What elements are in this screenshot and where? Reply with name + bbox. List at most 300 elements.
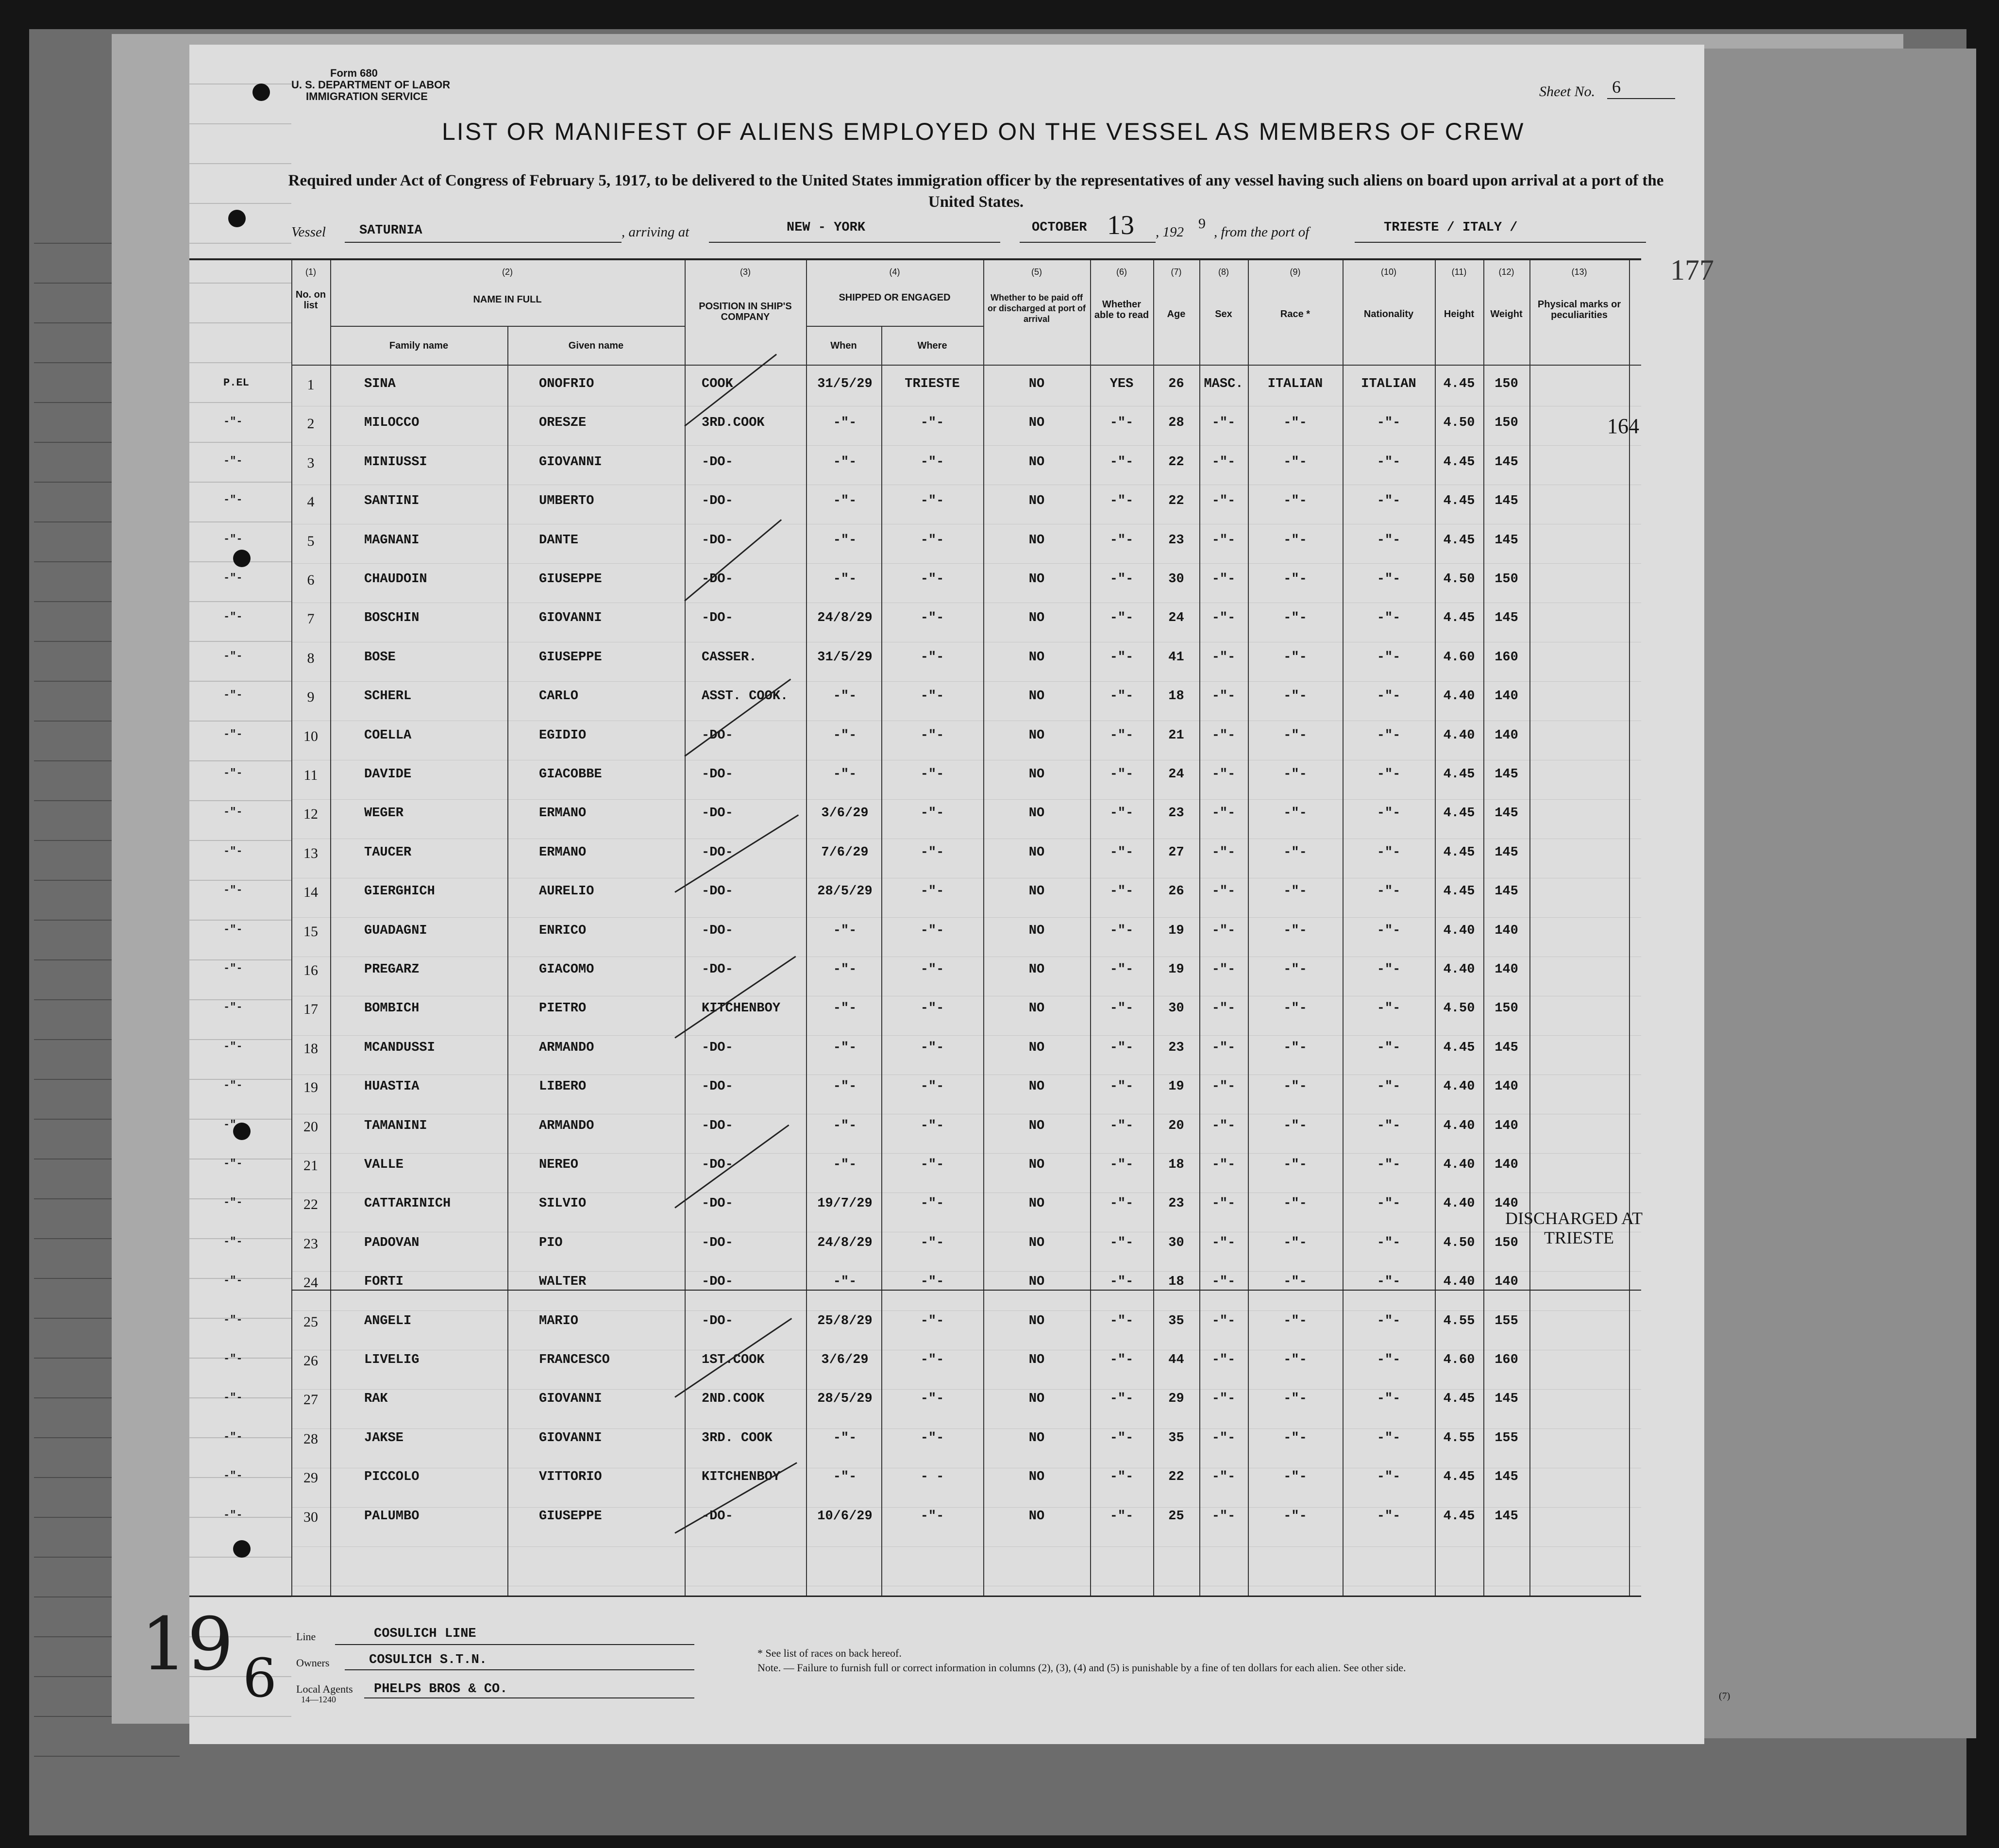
manifest-title: LIST OR MANIFEST OF ALIENS EMPLOYED ON THE VESSEL AS MEMBERS OF CREW bbox=[442, 118, 1525, 145]
weight: 145 bbox=[1495, 454, 1518, 470]
date-underline bbox=[1020, 242, 1156, 243]
able-to-read: -"- bbox=[1109, 1353, 1134, 1367]
crew-table bbox=[189, 258, 1641, 1597]
paid-off: NO bbox=[1028, 1040, 1045, 1055]
margin-ditto: -"- bbox=[223, 1509, 243, 1521]
table-row bbox=[189, 1509, 1641, 1548]
height: 4.60 bbox=[1443, 1353, 1475, 1367]
shipped-when: 19/7/29 bbox=[817, 1196, 873, 1211]
race: -"- bbox=[1283, 1509, 1307, 1524]
shipped-where: -"- bbox=[920, 1430, 944, 1445]
weight: 150 bbox=[1495, 1001, 1518, 1016]
position: -DO- bbox=[702, 1118, 733, 1133]
margin-ditto: -"- bbox=[223, 1079, 243, 1092]
family-name: WEGER bbox=[364, 806, 404, 821]
age: 44 bbox=[1168, 1353, 1184, 1367]
family-name: JAKSE bbox=[364, 1430, 404, 1445]
height: 4.50 bbox=[1443, 572, 1475, 587]
given-name: GIACOMO bbox=[539, 962, 594, 977]
nationality: -"- bbox=[1377, 1275, 1401, 1290]
header-paid-off: Whether to be paid off or discharged at port of arrival bbox=[987, 293, 1086, 324]
family-name: SCHERL bbox=[364, 689, 412, 704]
paid-off: NO bbox=[1028, 1001, 1045, 1016]
margin-ditto: -"- bbox=[223, 1235, 243, 1248]
race: -"- bbox=[1283, 1313, 1307, 1328]
nationality: -"- bbox=[1377, 1470, 1401, 1485]
col-number: (10) bbox=[1380, 267, 1396, 277]
able-to-read: -"- bbox=[1109, 1079, 1134, 1094]
header-marks: Physical marks or peculiarities bbox=[1537, 299, 1621, 320]
discharged-note: DISCHARGED AT bbox=[1505, 1209, 1643, 1228]
race: -"- bbox=[1283, 1079, 1307, 1094]
shipped-where: -"- bbox=[920, 1313, 944, 1328]
family-name: TAUCER bbox=[364, 845, 412, 860]
header-position: POSITION IN SHIP'S COMPANY bbox=[699, 301, 792, 322]
shipped-when: -"- bbox=[833, 1470, 857, 1485]
nationality: -"- bbox=[1377, 1235, 1401, 1250]
margin-ditto: -"- bbox=[223, 454, 243, 467]
able-to-read: -"- bbox=[1109, 1275, 1134, 1290]
table-row bbox=[189, 728, 1641, 767]
row-number: 16 bbox=[303, 962, 318, 978]
sex: -"- bbox=[1211, 1275, 1236, 1290]
given-name: DANTE bbox=[539, 533, 579, 548]
margin-ditto: -"- bbox=[223, 1001, 243, 1014]
able-to-read: -"- bbox=[1109, 416, 1134, 431]
weight: 150 bbox=[1495, 416, 1518, 431]
manifest-subtitle: Required under Act of Congress of February 5, 1917, to be delivered to the United States immigration officer by the representatives of any vessel having such aliens on board upon arrival at a port of the United States. bbox=[288, 172, 1664, 211]
col-number: (1) bbox=[305, 267, 316, 277]
nationality: -"- bbox=[1377, 650, 1401, 665]
able-to-read: -"- bbox=[1109, 1196, 1134, 1211]
race: -"- bbox=[1283, 454, 1307, 470]
weight: 155 bbox=[1495, 1313, 1518, 1328]
weight: 150 bbox=[1495, 1235, 1518, 1250]
position: -DO- bbox=[702, 767, 733, 782]
given-name: GIOVANNI bbox=[539, 454, 602, 470]
family-name: DAVIDE bbox=[364, 767, 412, 782]
able-to-read: -"- bbox=[1109, 1235, 1134, 1250]
paid-off: NO bbox=[1028, 1275, 1045, 1290]
shipped-where: -"- bbox=[920, 533, 944, 548]
able-to-read: -"- bbox=[1109, 1470, 1134, 1485]
table-row bbox=[189, 1158, 1641, 1196]
able-to-read: -"- bbox=[1109, 533, 1134, 548]
paid-off: NO bbox=[1028, 416, 1045, 431]
arrival-month: OCTOBER bbox=[1032, 220, 1087, 235]
family-name: MCANDUSSI bbox=[364, 1040, 435, 1055]
discharged-port: TRIESTE bbox=[1544, 1228, 1614, 1247]
margin-ditto: -"- bbox=[223, 923, 243, 936]
table-row bbox=[189, 1431, 1641, 1470]
height: 4.50 bbox=[1443, 1235, 1475, 1250]
family-name: SANTINI bbox=[364, 494, 420, 509]
shipped-when: 3/6/29 bbox=[821, 806, 869, 821]
age: 21 bbox=[1168, 728, 1184, 743]
table-row bbox=[189, 416, 1641, 454]
given-name: ERMANO bbox=[539, 806, 587, 821]
weight: 145 bbox=[1495, 1040, 1518, 1055]
margin-ditto: -"- bbox=[223, 845, 243, 857]
able-to-read: -"- bbox=[1109, 962, 1134, 977]
given-name: GIUSEPPE bbox=[539, 650, 602, 665]
arrival-underline bbox=[709, 242, 1000, 243]
header-weight: Weight bbox=[1490, 309, 1523, 319]
position: 1ST.COOK bbox=[702, 1353, 765, 1367]
nationality: -"- bbox=[1377, 1158, 1401, 1172]
height: 4.40 bbox=[1443, 728, 1475, 743]
margin-ditto: -"- bbox=[223, 416, 243, 428]
header-no: No. on list bbox=[295, 289, 326, 311]
shipped-where: -"- bbox=[920, 767, 944, 782]
weight: 140 bbox=[1495, 1158, 1518, 1172]
given-name: WALTER bbox=[539, 1275, 587, 1290]
position: 3RD.COOK bbox=[702, 416, 765, 431]
shipped-when: 31/5/29 bbox=[817, 377, 873, 391]
sex: -"- bbox=[1211, 689, 1236, 704]
arrival-day: 13 bbox=[1107, 210, 1134, 240]
age: 30 bbox=[1168, 1001, 1184, 1016]
row-number: 6 bbox=[307, 572, 315, 588]
family-name: GUADAGNI bbox=[364, 923, 427, 938]
shipped-where: -"- bbox=[920, 884, 944, 899]
nationality: -"- bbox=[1377, 728, 1401, 743]
weight: 160 bbox=[1495, 1353, 1518, 1367]
header-shipped: SHIPPED OR ENGAGED bbox=[839, 292, 951, 303]
race: -"- bbox=[1283, 1040, 1307, 1055]
row-number: 26 bbox=[303, 1353, 318, 1369]
nationality: -"- bbox=[1377, 1040, 1401, 1055]
shipped-when: -"- bbox=[833, 572, 857, 587]
age: 25 bbox=[1168, 1509, 1184, 1524]
arriving-label: , arriving at bbox=[622, 224, 689, 240]
paid-off: NO bbox=[1028, 611, 1045, 626]
table-row bbox=[189, 1001, 1641, 1040]
margin-ditto: -"- bbox=[223, 533, 243, 545]
owners-name: COSULICH S.T.N. bbox=[369, 1653, 487, 1667]
margin-ditto: -"- bbox=[223, 884, 243, 897]
sex: MASC. bbox=[1204, 377, 1243, 391]
height: 4.45 bbox=[1443, 1470, 1475, 1485]
shipped-where: -"- bbox=[920, 1118, 944, 1133]
position: -DO- bbox=[702, 1509, 733, 1524]
nationality: -"- bbox=[1377, 1430, 1401, 1445]
table-row bbox=[189, 1119, 1641, 1158]
table-row bbox=[189, 650, 1641, 689]
height: 4.40 bbox=[1443, 923, 1475, 938]
race: -"- bbox=[1283, 923, 1307, 938]
shipped-when: 25/8/29 bbox=[817, 1313, 873, 1328]
race: -"- bbox=[1283, 1470, 1307, 1485]
age: 23 bbox=[1168, 1196, 1184, 1211]
sex: -"- bbox=[1211, 923, 1236, 938]
margin-ditto: -"- bbox=[223, 1470, 243, 1482]
table-row bbox=[189, 1041, 1641, 1079]
height: 4.45 bbox=[1443, 494, 1475, 509]
race: -"- bbox=[1283, 1430, 1307, 1445]
table-row bbox=[189, 1196, 1641, 1235]
row-number: 13 bbox=[303, 845, 318, 861]
header-read: Whether able to read bbox=[1094, 299, 1149, 320]
nationality: -"- bbox=[1377, 767, 1401, 782]
family-name: LIVELIG bbox=[364, 1353, 420, 1367]
able-to-read: -"- bbox=[1109, 1118, 1134, 1133]
age: 30 bbox=[1168, 1235, 1184, 1250]
table-row bbox=[189, 533, 1641, 572]
paid-off: NO bbox=[1028, 1430, 1045, 1445]
shipped-when: -"- bbox=[833, 1040, 857, 1055]
margin-ditto: -"- bbox=[223, 1430, 243, 1443]
owners-label: Owners bbox=[296, 1657, 330, 1669]
row-number: 4 bbox=[307, 494, 315, 510]
punch-hole bbox=[252, 84, 270, 101]
shipped-where: -"- bbox=[920, 689, 944, 704]
given-name: PIO bbox=[539, 1235, 563, 1250]
race: -"- bbox=[1283, 806, 1307, 821]
weight: 140 bbox=[1495, 923, 1518, 938]
age: 29 bbox=[1168, 1392, 1184, 1407]
given-name: GIOVANNI bbox=[539, 1430, 602, 1445]
race: -"- bbox=[1283, 1275, 1307, 1290]
paid-off: NO bbox=[1028, 1470, 1045, 1485]
paid-off: NO bbox=[1028, 689, 1045, 704]
race: -"- bbox=[1283, 416, 1307, 431]
race: -"- bbox=[1283, 845, 1307, 860]
row-number: 12 bbox=[303, 806, 318, 823]
given-name: UMBERTO bbox=[539, 494, 594, 509]
col-number: (9) bbox=[1290, 267, 1301, 277]
header-nationality: Nationality bbox=[1363, 309, 1414, 319]
given-name: EGIDIO bbox=[539, 728, 587, 743]
paid-off: NO bbox=[1028, 923, 1045, 938]
sex: -"- bbox=[1211, 494, 1236, 509]
table-row bbox=[189, 572, 1641, 611]
header-name: NAME IN FULL bbox=[473, 294, 542, 305]
weight: 145 bbox=[1495, 1392, 1518, 1407]
race: -"- bbox=[1283, 767, 1307, 782]
margin-ditto: -"- bbox=[223, 962, 243, 974]
given-name: ONOFRIO bbox=[539, 377, 594, 391]
given-name: AURELIO bbox=[539, 884, 594, 899]
sex: -"- bbox=[1211, 1235, 1236, 1250]
year-prefix: , 192 bbox=[1156, 224, 1184, 240]
table-row bbox=[189, 1470, 1641, 1509]
paid-off: NO bbox=[1028, 494, 1045, 509]
paid-off: NO bbox=[1028, 1313, 1045, 1328]
shipped-where: -"- bbox=[920, 494, 944, 509]
weight: 145 bbox=[1495, 806, 1518, 821]
given-name: GIOVANNI bbox=[539, 1392, 602, 1407]
header-race: Race * bbox=[1280, 309, 1310, 319]
able-to-read: -"- bbox=[1109, 494, 1134, 509]
row-number: 15 bbox=[303, 923, 318, 940]
nationality: -"- bbox=[1377, 1001, 1401, 1016]
sheet-number: 6 bbox=[1612, 77, 1621, 97]
sex: -"- bbox=[1211, 454, 1236, 470]
height: 4.55 bbox=[1443, 1430, 1475, 1445]
nationality: -"- bbox=[1377, 689, 1401, 704]
position: COOK bbox=[702, 377, 733, 391]
sex: -"- bbox=[1211, 1158, 1236, 1172]
vessel-underline bbox=[345, 242, 622, 243]
family-name: GIERGHICH bbox=[364, 884, 435, 899]
family-name: BOSCHIN bbox=[364, 611, 420, 626]
given-name: CARLO bbox=[539, 689, 579, 704]
paid-off: NO bbox=[1028, 1158, 1045, 1172]
edge-number: 177 bbox=[1670, 254, 1714, 286]
sex: -"- bbox=[1211, 533, 1236, 548]
shipped-where: -"- bbox=[920, 611, 944, 626]
shipped-when: 24/8/29 bbox=[817, 1235, 873, 1250]
shipped-where: -"- bbox=[920, 962, 944, 977]
position: -DO- bbox=[702, 572, 733, 587]
margin-ditto: -"- bbox=[223, 494, 243, 506]
shipped-where: -"- bbox=[920, 416, 944, 431]
departure-port: TRIESTE / ITALY / bbox=[1384, 220, 1518, 235]
family-name: COELLA bbox=[364, 728, 412, 743]
position: -DO- bbox=[702, 494, 733, 509]
shipped-where: -"- bbox=[920, 1275, 944, 1290]
shipped-when: 10/6/29 bbox=[817, 1509, 873, 1524]
height: 4.45 bbox=[1443, 884, 1475, 899]
table-row bbox=[189, 1079, 1641, 1118]
family-name: TAMANINI bbox=[364, 1118, 427, 1133]
table-row bbox=[189, 1353, 1641, 1392]
family-name: PREGARZ bbox=[364, 962, 420, 977]
agents-code: 14—1240 bbox=[301, 1695, 336, 1704]
col-number: (3) bbox=[740, 267, 751, 277]
stamp-number: 164 bbox=[1607, 414, 1639, 438]
agents-label: Local Agents bbox=[296, 1683, 353, 1695]
shipped-when: 31/5/29 bbox=[817, 650, 873, 665]
margin-ditto: -"- bbox=[223, 1392, 243, 1404]
race: -"- bbox=[1283, 611, 1307, 626]
given-name: LIBERO bbox=[539, 1079, 587, 1094]
shipped-where: -"- bbox=[920, 1353, 944, 1367]
row-number: 18 bbox=[303, 1040, 318, 1057]
weight: 160 bbox=[1495, 650, 1518, 665]
sex: -"- bbox=[1211, 1118, 1236, 1133]
handwritten-margin-number: 19 bbox=[141, 1602, 234, 1687]
age: 35 bbox=[1168, 1313, 1184, 1328]
margin-ditto: -"- bbox=[223, 767, 243, 779]
margin-ditto: -"- bbox=[223, 728, 243, 740]
row-number: 17 bbox=[303, 1001, 318, 1018]
race: -"- bbox=[1283, 1118, 1307, 1133]
sex: -"- bbox=[1211, 962, 1236, 977]
race: -"- bbox=[1283, 572, 1307, 587]
position: -DO- bbox=[702, 611, 733, 626]
height: 4.55 bbox=[1443, 1313, 1475, 1328]
shipped-where: - - bbox=[920, 1470, 944, 1485]
sex: -"- bbox=[1211, 1430, 1236, 1445]
paid-off: NO bbox=[1028, 454, 1045, 470]
able-to-read: -"- bbox=[1109, 1040, 1134, 1055]
shipped-where: -"- bbox=[920, 1509, 944, 1524]
position: -DO- bbox=[702, 1040, 733, 1055]
height: 4.45 bbox=[1443, 454, 1475, 470]
age: 30 bbox=[1168, 572, 1184, 587]
nationality: -"- bbox=[1377, 611, 1401, 626]
given-name: GIACOBBE bbox=[539, 767, 602, 782]
sex: -"- bbox=[1211, 650, 1236, 665]
row-number: 5 bbox=[307, 533, 315, 549]
shipped-where: -"- bbox=[920, 1001, 944, 1016]
height: 4.60 bbox=[1443, 650, 1475, 665]
age: 19 bbox=[1168, 962, 1184, 977]
age: 24 bbox=[1168, 611, 1184, 626]
paid-off: NO bbox=[1028, 767, 1045, 782]
row-number: 29 bbox=[303, 1470, 318, 1486]
row-number: 30 bbox=[303, 1509, 318, 1525]
row-number: 23 bbox=[303, 1235, 318, 1252]
race: -"- bbox=[1283, 1001, 1307, 1016]
row-number: 25 bbox=[303, 1313, 318, 1330]
shipped-when: -"- bbox=[833, 689, 857, 704]
paid-off: NO bbox=[1028, 884, 1045, 899]
family-name: CHAUDOIN bbox=[364, 572, 427, 587]
nationality: -"- bbox=[1377, 884, 1401, 899]
position: -DO- bbox=[702, 1313, 733, 1328]
position: CASSER. bbox=[702, 650, 757, 665]
paid-off: NO bbox=[1028, 377, 1045, 391]
header-divider bbox=[330, 326, 685, 327]
nationality: -"- bbox=[1377, 416, 1401, 431]
shipped-where: -"- bbox=[920, 923, 944, 938]
nationality: -"- bbox=[1377, 1118, 1401, 1133]
height: 4.40 bbox=[1443, 1275, 1475, 1290]
shipped-where: -"- bbox=[920, 1235, 944, 1250]
height: 4.40 bbox=[1443, 1079, 1475, 1094]
shipped-when: -"- bbox=[833, 1430, 857, 1445]
age: 23 bbox=[1168, 533, 1184, 548]
able-to-read: -"- bbox=[1109, 572, 1134, 587]
given-name: ORESZE bbox=[539, 416, 587, 431]
height: 4.45 bbox=[1443, 377, 1475, 391]
position: -DO- bbox=[702, 1235, 733, 1250]
position: KITCHENBOY bbox=[702, 1001, 781, 1016]
height: 4.40 bbox=[1443, 962, 1475, 977]
sex: -"- bbox=[1211, 728, 1236, 743]
weight: 145 bbox=[1495, 533, 1518, 548]
weight: 140 bbox=[1495, 728, 1518, 743]
age: 41 bbox=[1168, 650, 1184, 665]
shipped-when: 28/5/29 bbox=[817, 884, 873, 899]
shipped-where: -"- bbox=[920, 728, 944, 743]
table-row bbox=[189, 1275, 1641, 1313]
race: -"- bbox=[1283, 1158, 1307, 1172]
sex: -"- bbox=[1211, 1313, 1236, 1328]
owners-underline bbox=[345, 1669, 694, 1670]
row-number: 14 bbox=[303, 884, 318, 901]
weight: 145 bbox=[1495, 845, 1518, 860]
row-number: 8 bbox=[307, 650, 315, 666]
margin-ditto: -"- bbox=[223, 572, 243, 584]
sex: -"- bbox=[1211, 572, 1236, 587]
row-number: 24 bbox=[303, 1275, 318, 1291]
family-name: BOMBICH bbox=[364, 1001, 420, 1016]
race: -"- bbox=[1283, 1353, 1307, 1367]
shipped-where: -"- bbox=[920, 1040, 944, 1055]
shipped-where: -"- bbox=[920, 454, 944, 470]
age: 26 bbox=[1168, 377, 1184, 391]
able-to-read: -"- bbox=[1109, 454, 1134, 470]
family-name: ANGELI bbox=[364, 1313, 412, 1328]
able-to-read: -"- bbox=[1109, 689, 1134, 704]
sex: -"- bbox=[1211, 767, 1236, 782]
position: -DO- bbox=[702, 533, 733, 548]
shipped-where: -"- bbox=[920, 845, 944, 860]
